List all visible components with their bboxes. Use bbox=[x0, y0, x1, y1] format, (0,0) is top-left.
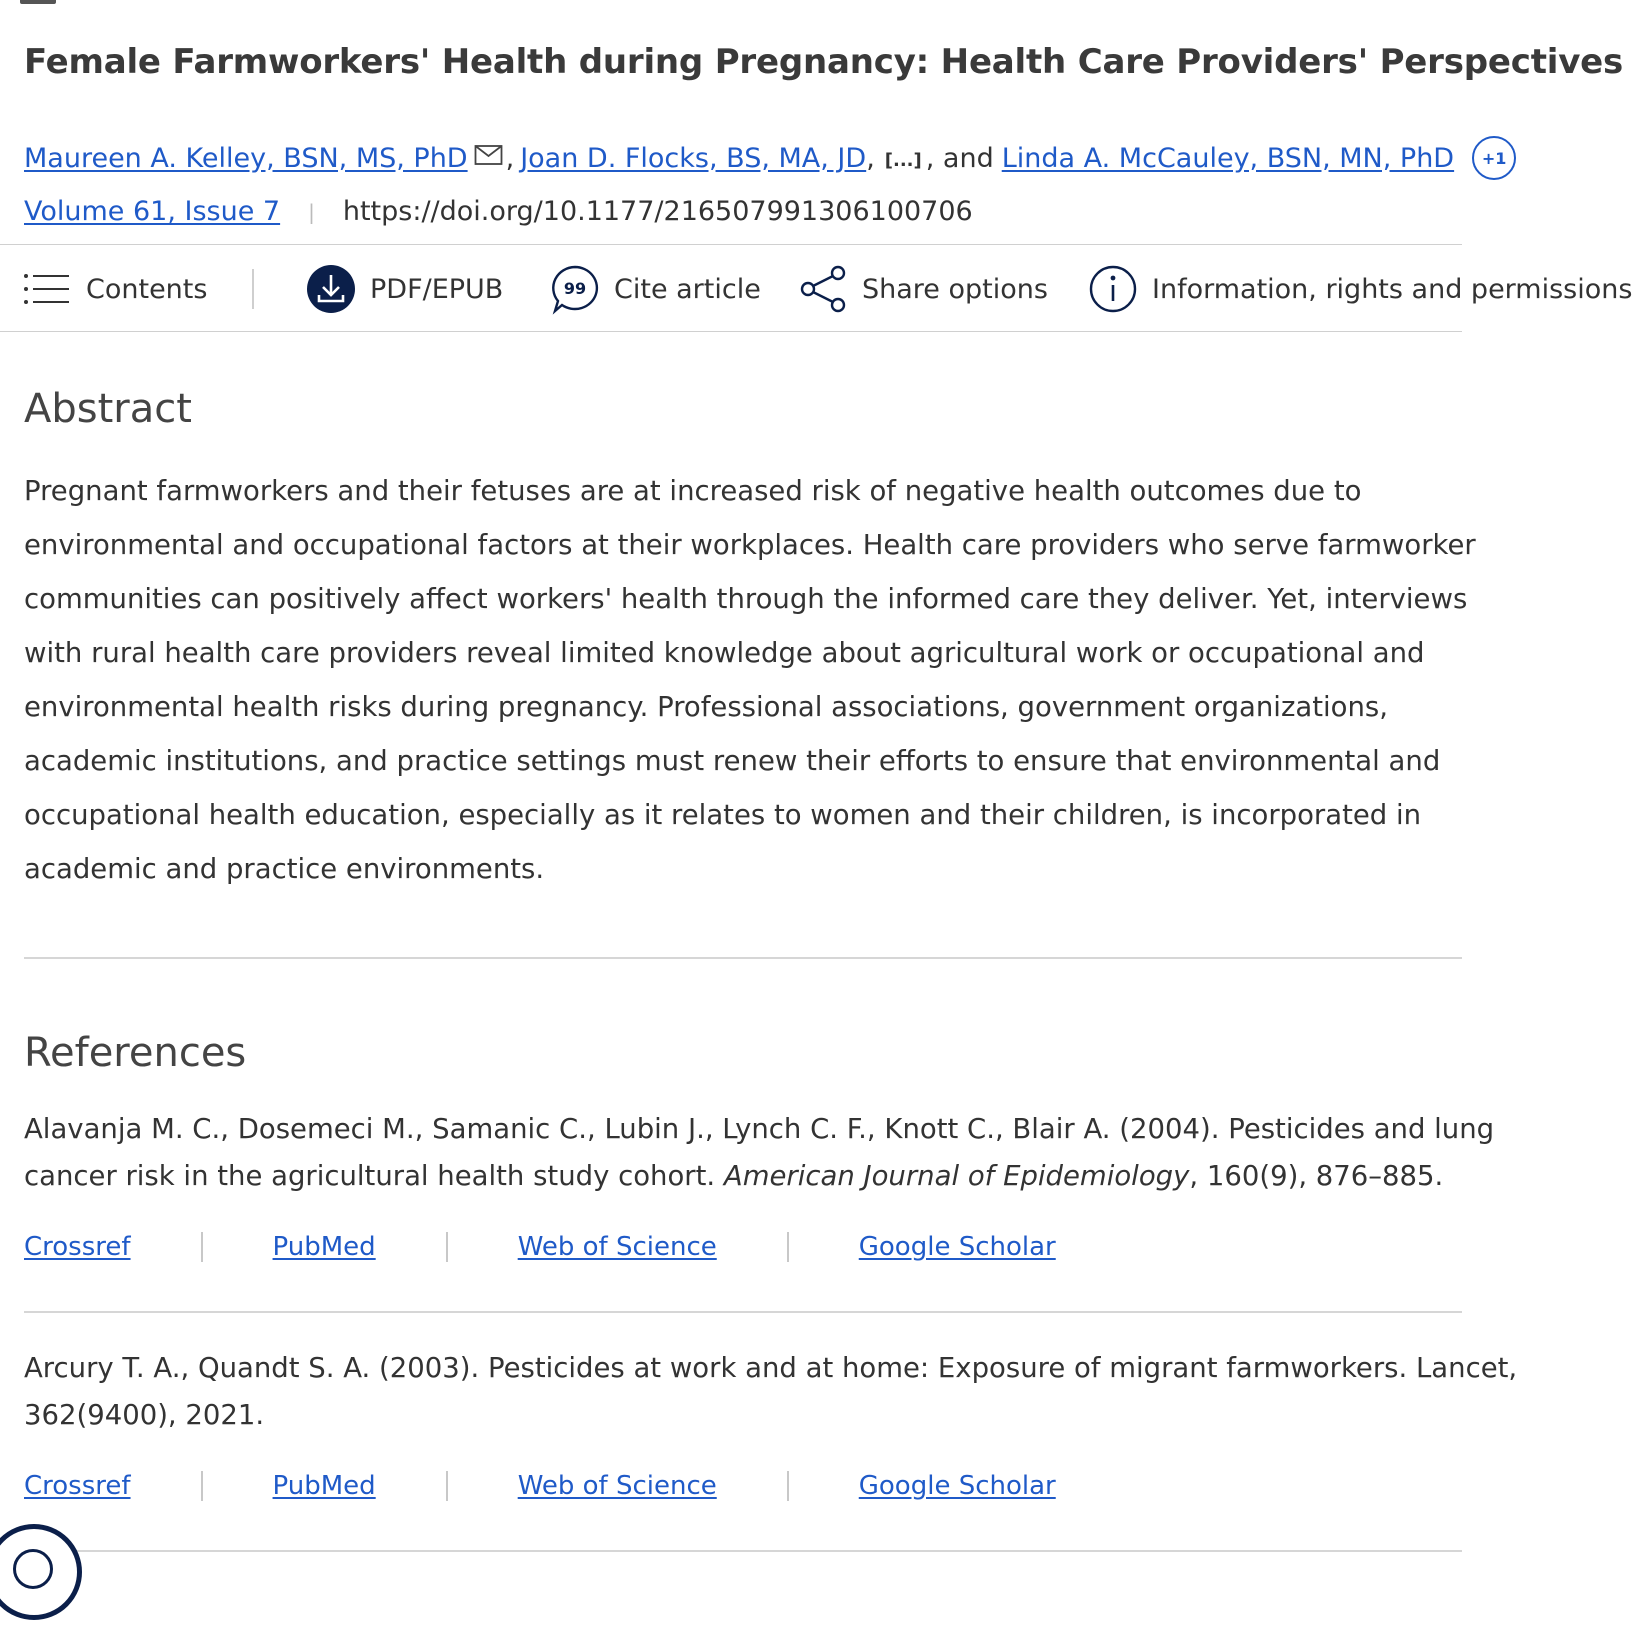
reference-line: Alavanja M. C., Dosemeci M., Samanic C., Lubin J., Lynch C. F., Knott C., Blair A. (2004). Pesticides and lung bbox=[24, 1113, 1495, 1145]
author-separator: , bbox=[505, 142, 515, 174]
volume-separator: | bbox=[308, 199, 315, 224]
accessibility-badge-icon[interactable] bbox=[0, 1524, 82, 1620]
cite-article-label: Cite article bbox=[614, 273, 761, 305]
web-of-science-link[interactable]: Web of Science bbox=[517, 1471, 717, 1501]
author-link-kelley[interactable]: Maureen A. Kelley, BSN, MS, PhD bbox=[24, 142, 468, 174]
abstract-line: environmental and occupational factors at their workplaces. Health care providers who serve farmworker bbox=[24, 529, 1476, 561]
authors-ellipsis-button[interactable]: [...] bbox=[884, 149, 922, 171]
references-heading: References bbox=[24, 1030, 247, 1076]
crossref-link[interactable]: Crossref bbox=[24, 1471, 131, 1501]
reference-text: cancer risk in the agricultural health study cohort. bbox=[24, 1160, 724, 1192]
reference-text: , 160(9), 876–885. bbox=[1189, 1160, 1444, 1192]
crossref-link[interactable]: Crossref bbox=[24, 1232, 131, 1262]
abstract-heading: Abstract bbox=[24, 386, 192, 432]
pdf-epub-label: PDF/EPUB bbox=[370, 273, 504, 305]
quote-bubble-icon bbox=[550, 264, 600, 314]
authors-and-text: , and bbox=[925, 142, 994, 174]
reference-item bbox=[24, 1106, 1494, 1200]
reference-line bbox=[24, 1153, 1494, 1200]
doi-text[interactable]: https://doi.org/10.1177/216507991306100706 bbox=[342, 196, 973, 227]
contents-button[interactable] bbox=[22, 245, 207, 333]
reference-links bbox=[24, 1232, 1056, 1262]
author-link-mccauley[interactable]: Linda A. McCauley, BSN, MN, PhD bbox=[1001, 142, 1455, 174]
author-link-flocks[interactable]: Joan D. Flocks, BS, MA, JD bbox=[520, 142, 867, 174]
abstract-line: Pregnant farmworkers and their fetuses are at increased risk of negative health outcomes due to bbox=[24, 475, 1362, 507]
abstract-line: academic institutions, and practice settings must renew their efforts to ensure that environmental and bbox=[24, 745, 1441, 777]
link-separator bbox=[787, 1232, 789, 1262]
share-options-button[interactable] bbox=[798, 245, 1048, 333]
reference-text: 362(9400), 2021. bbox=[24, 1399, 265, 1431]
abstract-line: environmental health risks during pregnancy. Professional associations, government organizations, bbox=[24, 691, 1388, 723]
reference-divider bbox=[24, 1550, 1462, 1552]
link-separator bbox=[787, 1471, 789, 1501]
pdf-epub-button[interactable] bbox=[306, 245, 503, 333]
reference-line: Arcury T. A., Quandt S. A. (2003). Pesticides at work and at home: Exposure of migrant farmworkers. Lancet, bbox=[24, 1352, 1518, 1384]
info-circle-icon bbox=[1088, 264, 1138, 314]
top-cut-edge bbox=[20, 0, 56, 4]
information-rights-button[interactable] bbox=[1088, 245, 1632, 333]
author-separator: , bbox=[866, 142, 875, 174]
pubmed-link[interactable]: PubMed bbox=[272, 1471, 376, 1501]
share-nodes-icon bbox=[798, 264, 850, 314]
reference-journal: American Journal of Epidemiology bbox=[723, 1160, 1190, 1192]
link-separator bbox=[446, 1232, 448, 1262]
reference-divider bbox=[24, 1311, 1462, 1313]
link-separator bbox=[201, 1232, 203, 1262]
link-separator bbox=[201, 1471, 203, 1501]
cite-article-button[interactable] bbox=[550, 245, 761, 333]
envelope-icon[interactable] bbox=[474, 143, 504, 167]
pubmed-link[interactable]: PubMed bbox=[272, 1232, 376, 1262]
article-title: Female Farmworkers' Health during Pregnancy: Health Care Providers' Perspectives bbox=[24, 42, 1624, 82]
information-rights-label: Information, rights and permissions bbox=[1152, 273, 1632, 305]
link-separator bbox=[446, 1471, 448, 1501]
volume-row bbox=[24, 196, 973, 227]
author-list bbox=[24, 136, 1516, 180]
accessibility-badge-inner bbox=[13, 1549, 53, 1589]
abstract-line: communities can positively affect workers' health through the informed care they deliver. Yet, interviews bbox=[24, 583, 1468, 615]
more-authors-badge[interactable]: +1 bbox=[1472, 136, 1516, 180]
article-toolbar bbox=[0, 244, 1632, 332]
reference-links bbox=[24, 1471, 1056, 1501]
abstract-line: with rural health care providers reveal limited knowledge about agricultural work or occupational and bbox=[24, 637, 1425, 669]
google-scholar-link[interactable]: Google Scholar bbox=[858, 1232, 1056, 1262]
abstract-line: academic and practice environments. bbox=[24, 853, 545, 885]
reference-item bbox=[24, 1345, 1517, 1439]
toolbar-divider bbox=[252, 269, 254, 309]
section-divider bbox=[24, 957, 1462, 959]
abstract-line: occupational health education, especially as it relates to women and their children, is incorporated in bbox=[24, 799, 1422, 831]
web-of-science-link[interactable]: Web of Science bbox=[517, 1232, 717, 1262]
share-options-label: Share options bbox=[862, 273, 1048, 305]
reference-line bbox=[24, 1392, 1517, 1439]
list-icon bbox=[22, 269, 72, 309]
contents-label: Contents bbox=[86, 273, 208, 305]
volume-issue-link[interactable]: Volume 61, Issue 7 bbox=[24, 196, 281, 227]
abstract-text bbox=[24, 464, 1524, 896]
google-scholar-link[interactable]: Google Scholar bbox=[858, 1471, 1056, 1501]
svg-text:99: 99 bbox=[563, 279, 587, 298]
download-circle-icon bbox=[306, 264, 356, 314]
